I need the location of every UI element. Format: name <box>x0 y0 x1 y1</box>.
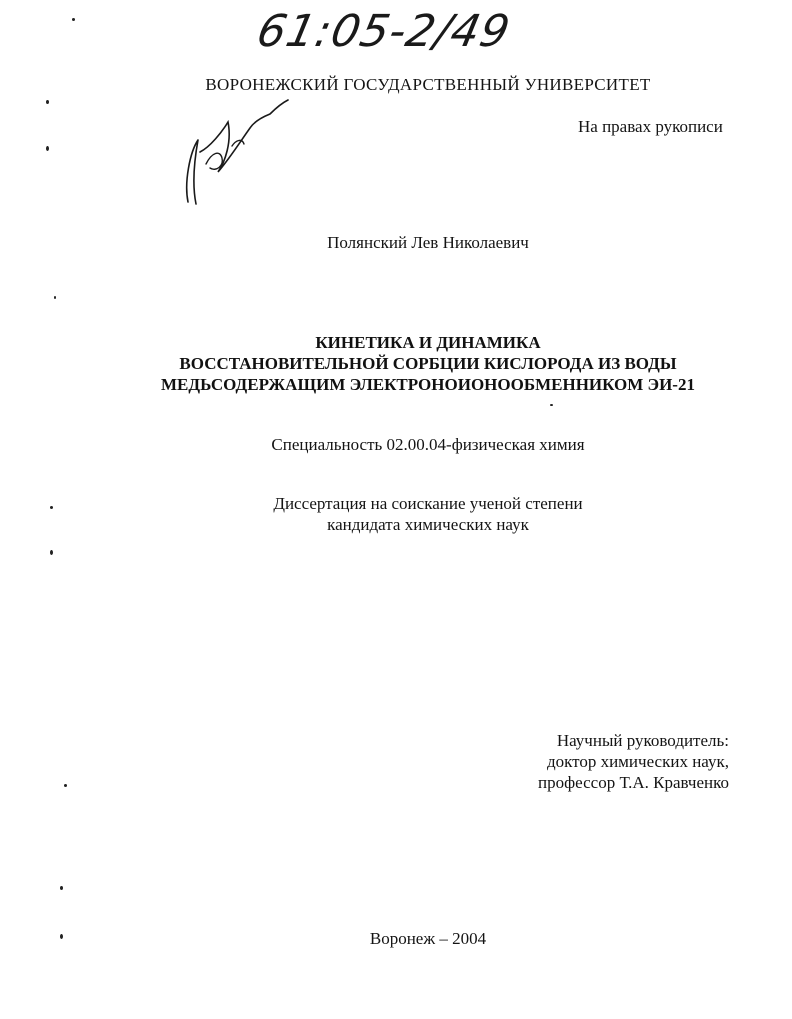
specialty: Специальность 02.00.04-физическая химия <box>271 435 585 454</box>
supervisor-line-3: профессор Т.А. Кравченко <box>538 773 729 792</box>
scan-speck <box>50 550 53 555</box>
title-line-2: ВОССТАНОВИТЕЛЬНОЙ СОРБЦИИ КИСЛОРОДА ИЗ ВОДЫ <box>179 354 677 373</box>
scan-speck <box>46 146 49 151</box>
city-year: Воронеж – 2004 <box>369 929 487 948</box>
university-name: ВОРОНЕЖСКИЙ ГОСУДАРСТВЕННЫЙ УНИВЕРСИТЕТ <box>205 75 651 94</box>
scan-speck <box>54 296 56 299</box>
supervisor-line-1: Научный руководитель: <box>556 731 729 750</box>
scan-speck <box>60 886 63 890</box>
supervisor-line-2: доктор химических наук, <box>546 752 729 771</box>
scan-speck <box>550 404 553 406</box>
title-line-1: КИНЕТИКА И ДИНАМИКА <box>315 333 541 352</box>
title-line-3: МЕДЬСОДЕРЖАЩИМ ЭЛЕКТРОНОИОНООБМЕННИКОМ ЭИ-21 <box>161 375 695 394</box>
rights-note: На правах рукописи <box>578 117 723 136</box>
handwritten-signature <box>170 92 300 212</box>
dissertation-line-1: Диссертация на соискание ученой степени <box>273 494 583 513</box>
scan-speck <box>72 18 75 21</box>
author-name: Полянский Лев Николаевич <box>327 233 529 252</box>
scan-speck <box>46 100 49 104</box>
scan-speck <box>50 506 53 509</box>
scan-speck <box>64 784 67 787</box>
dissertation-line-2: кандидата химических наук <box>327 515 529 534</box>
scan-speck <box>60 934 63 939</box>
archive-code-handwritten: 61:05-2/49 <box>252 6 515 57</box>
